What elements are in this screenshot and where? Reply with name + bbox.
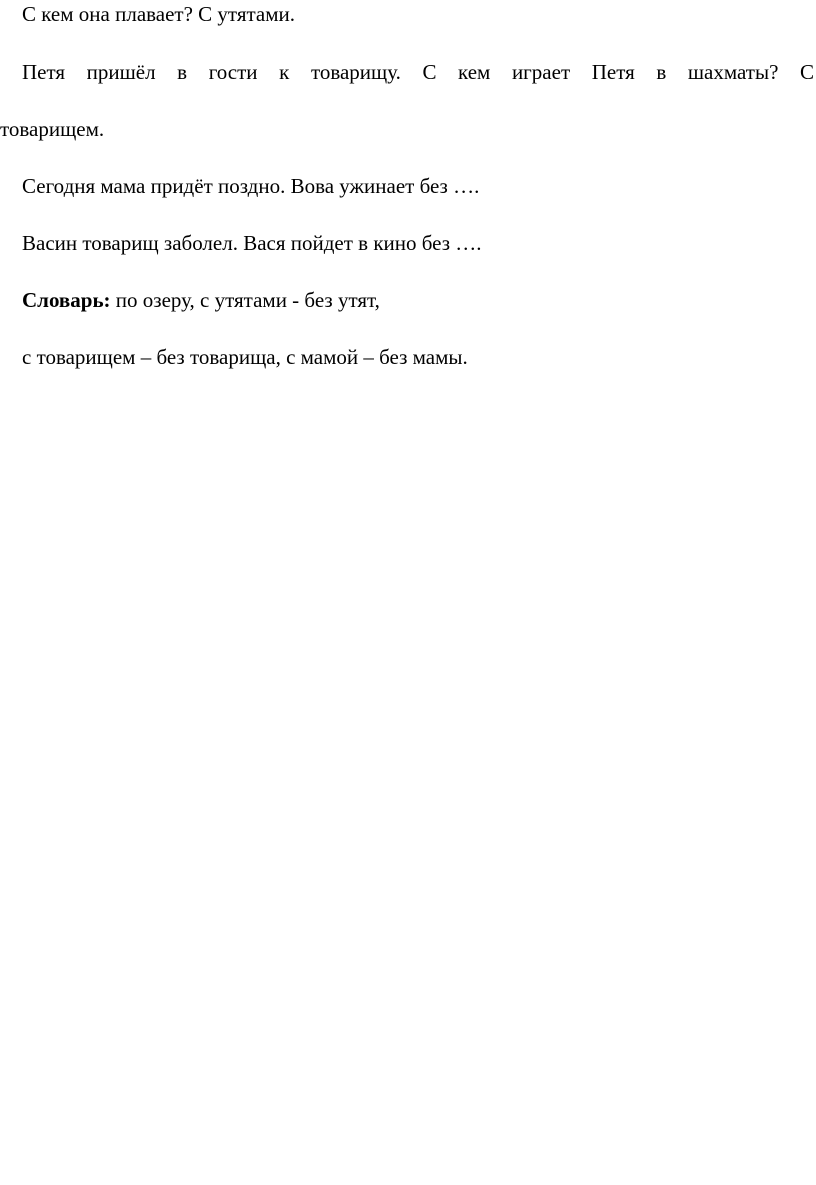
paragraph-5-vocabulary (22, 286, 380, 314)
vocabulary-label: Словарь: (22, 288, 111, 312)
vocabulary-text: по озеру, с утятами - без утят, (110, 288, 380, 312)
paragraph-3: Сегодня мама придёт поздно. Вова ужинает без …. (22, 174, 480, 198)
paragraph-6: с товарищем – без товарища, с мамой – без мамы. (22, 345, 468, 369)
paragraph-2-line-1: Петя пришёл в гости к товарищу. С кем играет Петя в шахматы? С (22, 60, 814, 84)
paragraph-4: Васин товарищ заболел. Вася пойдет в кино без …. (22, 231, 482, 255)
paragraph-1: С кем она плавает? С утятами. (22, 2, 296, 26)
paragraph-2-line-2: товарищем. (0, 117, 105, 141)
